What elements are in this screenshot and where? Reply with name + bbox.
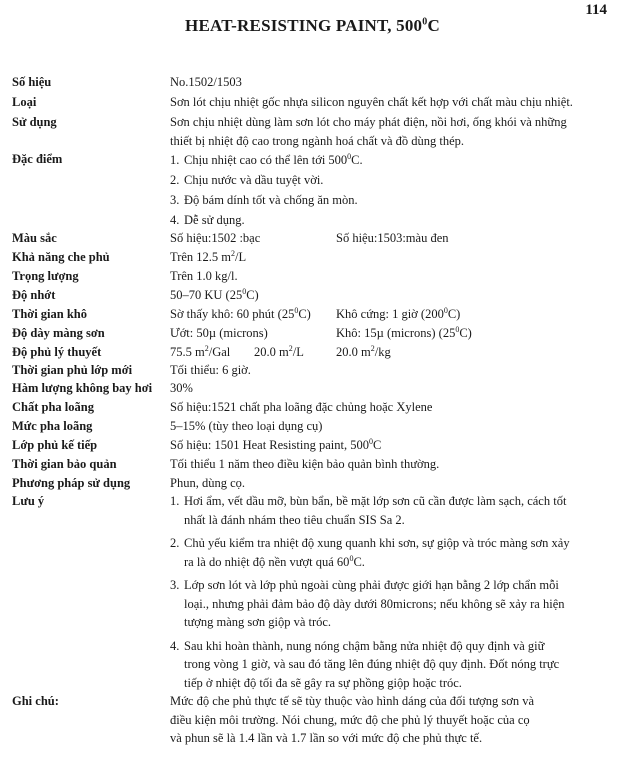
label-su-dung: Sử dụng <box>12 115 57 129</box>
value-thoi-gian-phu: Tối thiểu: 6 giờ. <box>170 363 251 377</box>
label-dac-diem: Đặc điểm <box>12 152 63 166</box>
value-do-day-uot: Ướt: 50µ (microns) <box>170 326 268 340</box>
label-do-day: Độ dày màng sơn <box>12 326 105 340</box>
label-thoi-gian-kho: Thời gian khô <box>12 307 88 321</box>
value-su-dung <box>170 113 618 150</box>
list-item: 2. Chịu nước và dầu tuyệt vời. <box>170 173 324 187</box>
label-thoi-gian-phu: Thời gian phủ lớp mới <box>12 363 133 377</box>
value-do-phu-kg: 20.0 $m^2/kg$ <box>336 343 391 359</box>
list-item: 1. Hơi ẩm, vết dầu mỡ, bùn bẩn, bề mặt lớp sơn cũ cần được làm sạch, cách tốt nhất là đánh nhám theo tiêu chuẩn SIS Sa 2. <box>170 494 567 527</box>
list-item: 3. Lớp sơn lót và lớp phủ ngoài cùng phải được giới hạn bằng 2 lớp chẩn mỗi loại., nhưng phải đảm bảo độ dày dưới 80microns; nếu không sẽ xảy ra hiện tượng màng sơn giộp và tróc. <box>170 578 565 629</box>
value-ghi-chu <box>170 692 618 748</box>
list-item: 1. Chịu nhiệt cao có thể lên tới $500^0C$. <box>170 151 363 167</box>
list-item: 4. Sau khi hoàn thành, nung nóng chậm bằng nửa nhiệt độ quy định và giữ trong vòng 1 giờ, và sau đó tăng lên đúng nhiệt độ quy định. Đốt nóng trực tiếp ở nhiệt độ tối đa sẽ gây ra sự phồng giộp hoặc tróc. <box>170 638 560 690</box>
value-kha-nang: Trên 12.5 $m^2/L$ <box>170 248 247 264</box>
value-do-phu-gal: 75.5 $m^2$/Gal <box>170 343 231 359</box>
label-bao-quan: Thời gian bảo quản <box>12 457 117 471</box>
value-muc-pha: 5–15% (tùy theo loại dụng cụ) <box>170 419 323 433</box>
label-kha-nang: Khả năng che phủ <box>12 250 110 264</box>
ghi-chu-line-3: và phun sẽ là 1.4 lần và 1.7 lần so với mức độ che phủ thực tế. <box>170 731 483 745</box>
value-mau-sac-1502: Số hiệu:1502 :bạc <box>170 231 261 245</box>
value-so-hieu: No.1502/1503 <box>170 75 242 89</box>
list-item: 4. Dễ sử dụng. <box>170 213 245 227</box>
label-so-hieu: Số hiệu <box>12 75 52 89</box>
label-muc-pha: Mức pha loãng <box>12 419 93 433</box>
label-ghi-chu: Ghi chú: <box>12 694 59 708</box>
value-mau-sac-1503: Số hiệu:1503:màu đen <box>336 231 449 245</box>
label-do-nhot: Độ nhớt <box>12 288 56 302</box>
value-do-day-kho: Khô: 15µ (microns) $(25^0C)$ <box>336 324 472 340</box>
value-phuong-phap: Phun, dùng cọ. <box>170 476 245 490</box>
list-dac-diem <box>170 150 618 230</box>
page-title: HEAT-RESISTING PAINT, $500^0C$ <box>185 16 440 35</box>
value-kho-so-thay: Sờ thấy khô: 60 phút $(25^0C)$ <box>170 305 311 321</box>
list-luu-y <box>170 492 618 692</box>
label-lop-phu: Lớp phủ kế tiếp <box>12 438 98 452</box>
value-bao-quan: Tối thiểu 1 năm theo điều kiện bảo quản bình thường. <box>170 457 440 471</box>
label-trong-luong: Trọng lượng <box>12 269 79 283</box>
label-ham-luong: Hàm lượng không bay hơi <box>12 381 153 395</box>
label-luu-y: Lưu ý <box>12 494 45 508</box>
label-loai: Loại <box>12 95 37 109</box>
label-do-phu: Độ phủ lý thuyết <box>12 345 102 359</box>
su-dung-line-2: thiết bị nhiệt độ cao trong ngành hoá chất và đồ dùng thép. <box>170 133 465 148</box>
value-kho-cung: Khô cứng: 1 giờ $(200^0C)$ <box>336 305 461 321</box>
label-phuong-phap: Phương pháp sử dụng <box>12 476 131 490</box>
value-lop-phu: Số hiệu: 1501 Heat Resisting paint, $500^0C$ <box>170 436 382 452</box>
label-chat-pha: Chất pha loãng <box>12 400 94 414</box>
value-chat-pha: Số hiệu:1521 chất pha loãng đặc chủng hoặc Xylene <box>170 400 433 414</box>
value-do-phu-l: 20.0 $m^2/L$ <box>254 343 304 359</box>
list-item: 2. Chủ yếu kiểm tra nhiệt độ xung quanh khi sơn, sự giộp và tróc màng sơn xảy ra là do nhiệt độ nền vượt quá $60^0C$. <box>170 536 570 569</box>
su-dung-line-1: Sơn chịu nhiệt dùng làm sơn lót cho máy phát điện, nồi hơi, ống khói và những <box>170 115 567 129</box>
ghi-chu-line-2: điều kiện môi trường. Nói chung, mức độ che phủ lý thuyết hoặc của cọ <box>170 712 530 727</box>
label-mau-sac: Màu sắc <box>12 231 57 245</box>
value-loai: Sơn lót chịu nhiệt gốc nhựa silicon nguyên chất kết hợp với chất màu chịu nhiệt. <box>170 95 573 109</box>
value-trong-luong: Trên 1.0 kg/l. <box>170 269 238 283</box>
list-item: 3. Độ bám dính tốt và chống ăn mòn. <box>170 193 358 207</box>
value-do-nhot: 50–70 KU $(25^0C)$ <box>170 286 259 302</box>
ghi-chu-line-1: Mức độ che phủ thực tế sẽ tùy thuộc vào hình dáng của đối tượng sơn và <box>170 694 535 708</box>
value-ham-luong: 30% <box>170 381 193 395</box>
page-number: 114 <box>585 2 607 18</box>
